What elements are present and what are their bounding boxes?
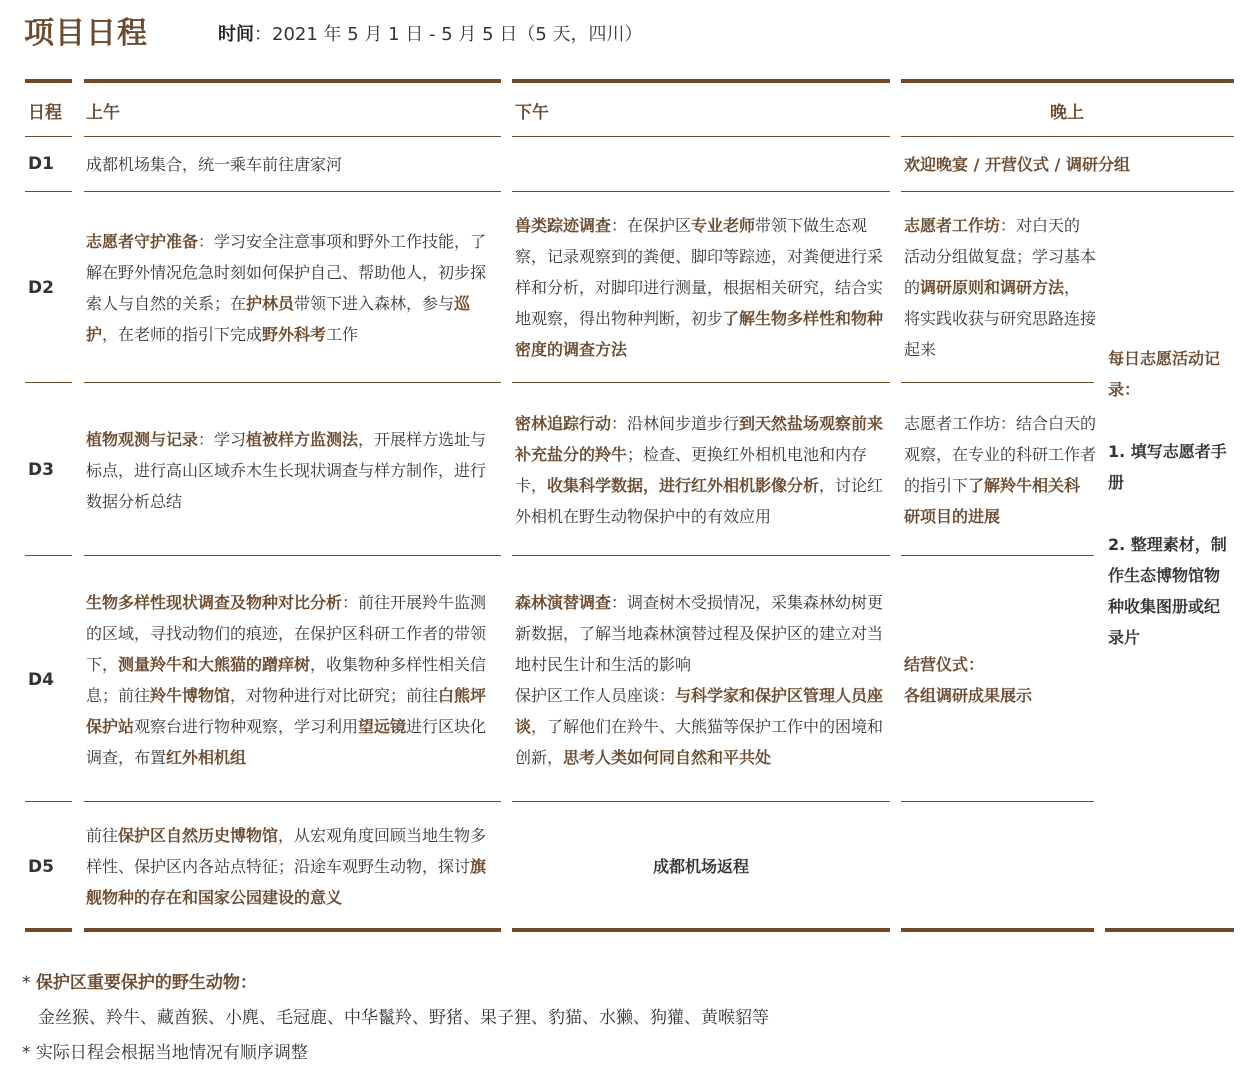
time-value: ：2021 年 5 月 1 日 - 5 月 5 日（5 天，四川） bbox=[254, 24, 643, 45]
d4-m-text: 观察台进行物种观察，学习利用 bbox=[134, 717, 359, 736]
d2-m-bold: 野外科考 bbox=[262, 325, 327, 344]
d3-morning bbox=[86, 424, 501, 517]
d2-e-bold: 调研原则和调研方法 bbox=[920, 278, 1065, 297]
d3-e-bold: 了解羚牛相关科研项目的进展 bbox=[904, 476, 1081, 526]
d2-evening bbox=[904, 210, 1096, 365]
rule bbox=[25, 191, 72, 192]
d5-m-text: ，从宏观角度回顾当地生物多样性、保护区内各站点特征；沿途车观野生动物，探讨 bbox=[86, 826, 487, 876]
d4-a-bold: 森林演替调查 bbox=[515, 593, 612, 612]
d4-m-bold: 望远镜 bbox=[358, 717, 407, 736]
bottom-rule bbox=[901, 928, 1094, 932]
rule bbox=[512, 555, 890, 556]
day-label-d3: D3 bbox=[28, 460, 54, 480]
d5-m-bold: 旗舰物种的存在和国家公园建设的意义 bbox=[86, 857, 487, 907]
bottom-rule bbox=[84, 928, 501, 932]
d5-m-text: 前往 bbox=[86, 826, 119, 845]
top-rule-day bbox=[25, 79, 72, 83]
d4-a-text: ，了解他们在羚牛、大熊猫等保护工作中的困境和创新， bbox=[515, 717, 884, 767]
d4-afternoon bbox=[515, 587, 890, 773]
d1-evening: 欢迎晚宴 / 开营仪式 / 调研分组 bbox=[904, 155, 1130, 174]
d3-m-bold: 植被样方监测法 bbox=[246, 430, 359, 449]
d5-morning bbox=[86, 820, 501, 913]
col-header-morning: 上午 bbox=[86, 103, 120, 123]
d2-afternoon bbox=[515, 210, 890, 365]
rule bbox=[84, 382, 501, 383]
d4-m-text: ，收集物种多样性相关信息；前往 bbox=[86, 655, 487, 705]
day-label-d1: D1 bbox=[28, 154, 54, 174]
d2-m-bold: 巡护 bbox=[86, 294, 471, 344]
col-header-evening: 晚上 bbox=[1050, 103, 1084, 123]
d2-m-text: 工作 bbox=[326, 325, 359, 344]
d4-a-bold: 与科学家和保护区管理人员座谈 bbox=[515, 686, 884, 736]
rule bbox=[512, 801, 890, 802]
d4-m-bold: 测量羚牛和大熊猫的蹭痒树 bbox=[118, 655, 311, 674]
d3-a-bold: 到天然盐场观察前来补充盐分的羚牛 bbox=[515, 414, 884, 464]
d3-a-bold: 密林追踪行动 bbox=[515, 414, 612, 433]
d3-afternoon bbox=[515, 408, 890, 532]
rule bbox=[84, 555, 501, 556]
d4-m-text: ：前往开展羚牛监测的区域，寻找动物们的痕迹，在保护区科研工作者的带领下， bbox=[86, 593, 487, 674]
d2-a-bold: 专业老师 bbox=[691, 216, 756, 235]
d3-e-text: 志愿者工作坊：结合白天的观察，在专业的科研工作者的指引下 bbox=[904, 414, 1097, 495]
d2-a-bold: 兽类踪迹调查 bbox=[515, 216, 612, 235]
d2-a-text: ：在保护区 bbox=[611, 216, 692, 235]
d2-e-text: ，将实践收获与研究思路连接起来 bbox=[904, 278, 1097, 359]
d3-evening bbox=[904, 408, 1096, 532]
d3-m-text: ，开展样方选址与标点，进行高山区域乔木生长现状调查与样方制作，进行数据分析总结 bbox=[86, 430, 487, 511]
day-label-d4: D4 bbox=[28, 670, 54, 690]
d5-afternoon: 成都机场返程 bbox=[652, 857, 749, 876]
day-label-d2: D2 bbox=[28, 278, 54, 298]
bottom-rule bbox=[25, 928, 72, 932]
d4-morning bbox=[86, 587, 501, 773]
date-range bbox=[218, 20, 643, 46]
d2-m-text: ，在老师的指引下完成 bbox=[102, 325, 263, 344]
top-rule-morning bbox=[84, 79, 501, 83]
d4-m-bold: 白熊坪保护站 bbox=[86, 686, 487, 736]
adjust-note: * 实际日程会根据当地情况有顺序调整 bbox=[22, 1043, 308, 1063]
rule bbox=[901, 555, 1094, 556]
rule bbox=[901, 136, 1234, 137]
d3-m-text: ：学习 bbox=[198, 430, 247, 449]
asterisk: * bbox=[22, 973, 36, 993]
d2-a-text: 带领下做生态观察，记录观察到的粪便、脚印等踪迹，对粪便进行采样和分析，对脚印进行测量，根据相关研究，结合实地观察，得出物种判断，初步 bbox=[515, 216, 884, 328]
rule bbox=[512, 191, 890, 192]
col-header-day: 日程 bbox=[28, 103, 62, 123]
d2-m-text: 带领下进入森林，参与 bbox=[294, 294, 455, 313]
d3-a-text: ：沿林间步道步行 bbox=[611, 414, 740, 433]
d4-evening bbox=[904, 649, 1096, 711]
animals-list: 金丝猴、羚牛、藏酋猴、小麂、毛冠鹿、中华鬣羚、野猪、果子狸、豹猫、水獭、狗獾、黄喉貂等 bbox=[38, 1008, 769, 1028]
side-note bbox=[1108, 343, 1234, 653]
side-item-1: 1. 填写志愿者手册 bbox=[1108, 442, 1227, 492]
d2-e-text: ：对白天的活动分组做复盘；学习基本的 bbox=[904, 216, 1097, 297]
side-title: 每日志愿活动记录： bbox=[1108, 349, 1221, 399]
animals-title: 保护区重要保护的野生动物 bbox=[35, 973, 240, 993]
d3-a-text: ；检查、更换红外相机电池和内存卡， bbox=[515, 445, 868, 495]
d4-a-text: ：调查树木受损情况，采集森林幼树更新数据，了解当地森林演替过程及保护区的建立对当地村民生计和生活的影响 bbox=[515, 593, 884, 674]
d2-e-bold: 志愿者工作坊 bbox=[904, 216, 1001, 235]
time-label: 时间 bbox=[218, 24, 254, 45]
d2-m-bold: 志愿者守护准备 bbox=[86, 232, 199, 251]
d4-m-bold: 生物多样性现状调查及物种对比分析 bbox=[86, 593, 343, 612]
d1-morning: 成都机场集合，统一乘车前往唐家河 bbox=[86, 155, 343, 174]
d4-e-title: 结营仪式： bbox=[904, 655, 985, 674]
rule bbox=[84, 191, 501, 192]
rule bbox=[512, 382, 890, 383]
day-label-d5: D5 bbox=[28, 857, 54, 877]
d2-m-text: ：学习安全注意事项和野外工作技能，了解在野外情况危急时刻如何保护自己、帮助他人，初步探索人与自然的关系；在 bbox=[86, 232, 487, 313]
top-rule-evening bbox=[901, 79, 1234, 83]
d2-a-bold: 了解生物多样性和物种密度的调查方法 bbox=[515, 309, 884, 359]
side-item-2: 2. 整理素材，制作生态博物馆物种收集图册或纪录片 bbox=[1108, 535, 1227, 647]
animals-colon: ： bbox=[239, 973, 257, 993]
animals-note-title bbox=[22, 968, 257, 993]
d2-m-bold: 护林员 bbox=[246, 294, 295, 313]
d5-m-bold: 保护区自然历史博物馆 bbox=[118, 826, 279, 845]
d4-m-text: ，对物种进行对比研究；前往 bbox=[230, 686, 439, 705]
d4-e-text: 各组调研成果展示 bbox=[904, 686, 1033, 705]
d4-m-text: 进行区块化调查，布置 bbox=[86, 717, 487, 767]
d3-a-text: ，讨论红外相机在野生动物保护中的有效应用 bbox=[515, 476, 884, 526]
rule bbox=[512, 136, 890, 137]
rule bbox=[901, 382, 1094, 383]
d4-m-bold: 红外相机组 bbox=[166, 748, 247, 767]
rule bbox=[25, 555, 72, 556]
d3-a-bold: 收集科学数据，进行红外相机影像分析 bbox=[547, 476, 820, 495]
bottom-rule bbox=[1105, 928, 1234, 932]
rule bbox=[901, 801, 1094, 802]
col-header-afternoon: 下午 bbox=[515, 103, 549, 123]
page-title: 项目日程 bbox=[24, 16, 148, 51]
rule bbox=[25, 136, 72, 137]
d4-a-text: 保护区工作人员座谈： bbox=[515, 686, 676, 705]
rule bbox=[84, 136, 501, 137]
rule bbox=[25, 801, 72, 802]
d2-morning bbox=[86, 226, 501, 350]
rule bbox=[901, 191, 1234, 192]
bottom-rule bbox=[512, 928, 890, 932]
rule bbox=[84, 801, 501, 802]
top-rule-afternoon bbox=[512, 79, 890, 83]
rule bbox=[25, 382, 72, 383]
d4-m-bold: 羚牛博物馆 bbox=[150, 686, 231, 705]
d4-a-bold: 思考人类如何同自然和平共处 bbox=[563, 748, 772, 767]
d3-m-bold: 植物观测与记录 bbox=[86, 430, 199, 449]
